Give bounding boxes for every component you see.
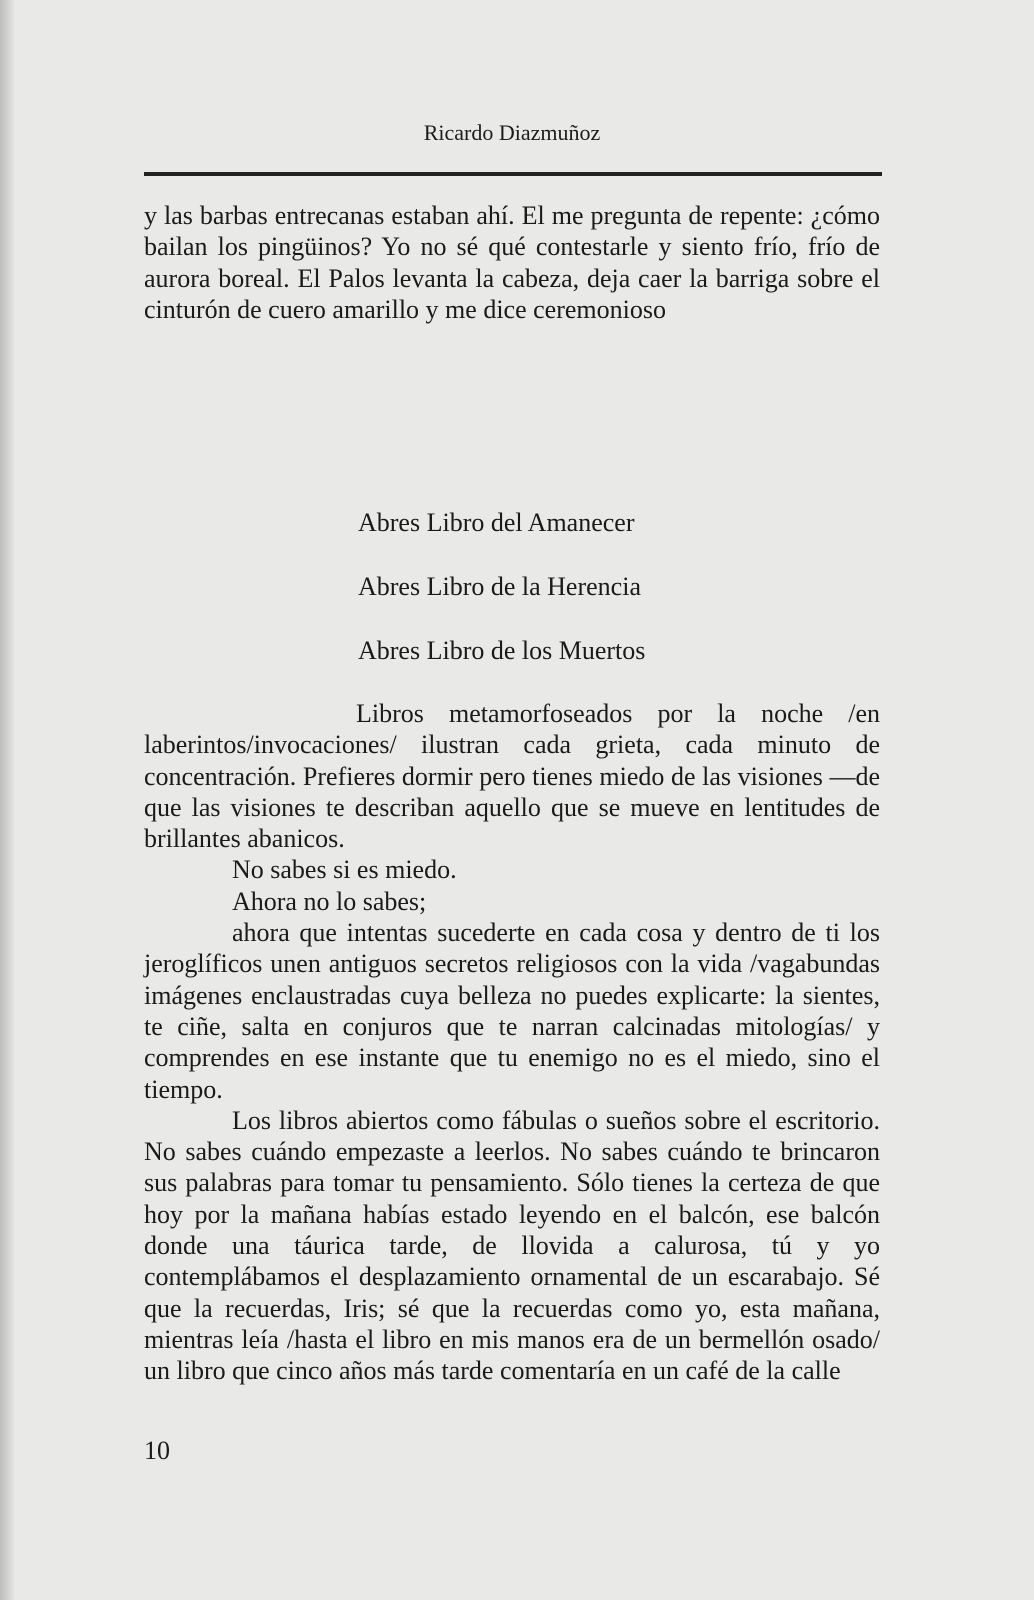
page-edge-shadow [0, 0, 14, 1600]
book-line-muertos: Abres Libro de los Muertos [358, 636, 646, 665]
paragraph-ahora: Ahora no lo sabes; [232, 886, 427, 916]
page-number: 10 [144, 1436, 170, 1465]
body-text-block [144, 698, 880, 1387]
book-line-herencia: Abres Libro de la Herencia [358, 572, 641, 601]
paragraph-libros: Libros metamorfoseados por la noche /en laberintos/invocaciones/ ilustran cada grieta, cada minuto de concentración. Prefieres dormir pero tienes miedo de las visiones —de que las visiones te describan aquello que se mueve en lentitudes de brillantes abanicos. [144, 699, 880, 854]
opening-paragraph: y las barbas entrecanas estaban ahí. El me pregunta de repente: ¿cómo bailan los pingüinos? Yo no sé qué contestarle y siento frío, frío de aurora boreal. El Palos levanta la cabeza, deja caer la barriga sobre el cinturón de cuero amarillo y me dice ceremonioso [144, 201, 880, 324]
paragraph-no-sabes: No sabes si es miedo. [232, 855, 457, 885]
book-line-amanecer: Abres Libro del Amanecer [358, 508, 635, 537]
opening-paragraph-block [144, 200, 880, 325]
paragraph-los-libros: Los libros abiertos como fábulas o sueños sobre el escritorio. No sabes cuándo empezaste a leerlos. No sabes cuándo te brincaron sus palabras para tomar tu pensamiento. Sólo tienes la certeza de que hoy por la mañana habías estado leyendo en el balcón, ese balcón donde una táurica tarde, de llovida a calurosa, tú y yo contemplábamos el desplazamiento ornamental de un escarabajo. Sé que la recuerdas, Iris; sé que la recuerdas como yo, esta mañana, mientras leía /hasta el libro en mis manos era de un bermellón osado/ un libro que cinco años más tarde comentaría en un café de la calle [144, 1105, 880, 1386]
header-rule [144, 172, 882, 176]
running-head: Ricardo Diazmuñoz [423, 120, 601, 145]
paragraph-ahora-que: ahora que intentas sucederte en cada cosa y dentro de ti los jeroglíficos unen antiguos secretos religiosos con la vida /vagabundas imágenes enclaustradas cuya belleza no puedes explicarte: la sientes, te ciñe, salta en conjuros que te narran calcinadas mitologías/ y comprendes en ese instante que tu enemigo no es el miedo, sino el tiempo. [144, 918, 880, 1104]
